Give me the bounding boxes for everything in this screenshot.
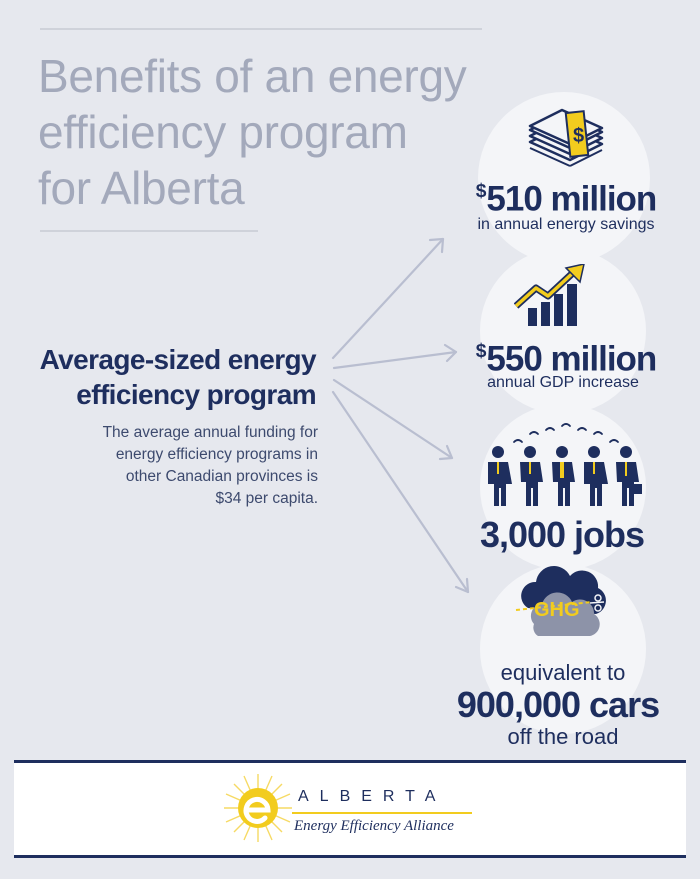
program-description-line-1: The average annual funding for (102, 424, 318, 441)
benefit-value-savings (470, 172, 662, 219)
benefit-caption-savings: in annual energy savings (477, 216, 655, 233)
program-heading-line-1: Average-sized energy (39, 344, 316, 375)
logo-name: ALBERTA (298, 788, 447, 805)
ghg-cloud-icon (514, 566, 610, 642)
money-stack-icon (524, 108, 606, 170)
savings-amount: 510 million (486, 179, 657, 219)
arrow-to-savings (333, 239, 443, 358)
title-line-2: efficiency program (38, 106, 408, 158)
benefit-caption-cars: off the road (507, 724, 619, 749)
program-heading-line-2: efficiency program (76, 379, 316, 410)
benefit-caption-gdp: annual GDP increase (487, 374, 639, 391)
title-line-3: for Alberta (38, 162, 245, 214)
arrow-to-gdp (334, 352, 456, 368)
program-description-line-2: energy efficiency programs in (115, 446, 318, 463)
workers-icon (478, 420, 648, 508)
dollar-sign: $ (475, 341, 487, 362)
program-description-line-3: other Canadian provinces is (125, 468, 318, 485)
footer (14, 760, 686, 858)
dollar-sign: $ (475, 181, 487, 202)
ghg-label: GHG (534, 599, 580, 621)
benefit-value-cars: 900,000 cars (456, 684, 660, 725)
logo-subtitle: Energy Efficiency Alliance (294, 818, 454, 834)
title-line-1: Benefits of an energy (38, 50, 467, 102)
benefit-value-jobs: 3,000 jobs (479, 514, 645, 555)
gdp-amount: 550 million (486, 339, 657, 379)
benefit-caption-top-cars: equivalent to (500, 660, 626, 685)
growth-chart-icon (514, 264, 590, 328)
arrow-to-cars (333, 392, 468, 592)
svg-text:$: $ (573, 125, 585, 147)
logo-divider (292, 812, 472, 814)
benefit-value-gdp (462, 332, 670, 379)
sun-e-logo-icon (222, 772, 294, 844)
program-description-line-4: $34 per capita. (215, 490, 318, 507)
